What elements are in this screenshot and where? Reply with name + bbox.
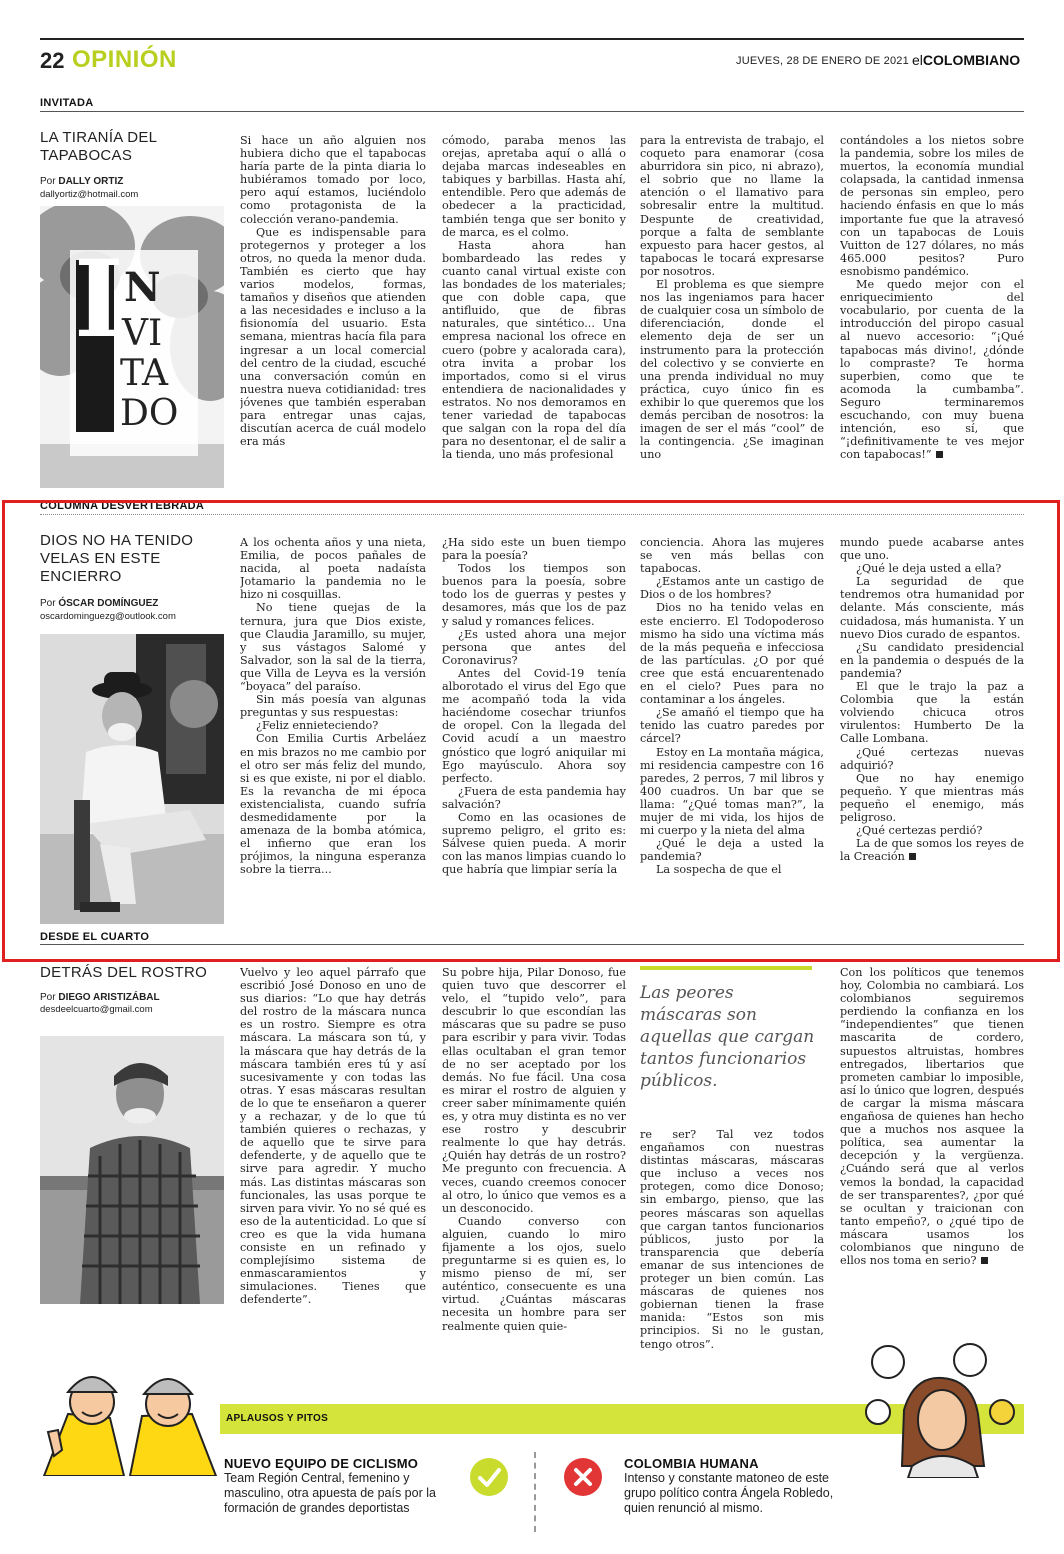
article-column (640, 134, 824, 490)
paragraph: La de que somos los reyes de la Creación (840, 837, 1024, 864)
paragraph: ¿Feliz ennieteciendo? (256, 719, 379, 733)
paragraph: mundo puede acabarse antes que uno. (840, 536, 1024, 563)
paragraph: ¿Su candidato presidencial en la pandemia o después de la pandemia? (840, 640, 1024, 680)
author-email: dallyortiz@hotmail.com (40, 189, 139, 200)
paragraph: Como en las ocasiones de supremo peligro, el grito es: Sálvese quien pueda. A morir con las manos limpias cuando lo que habría que limpiar sería la (442, 810, 626, 877)
article-title: DIOS NO HA TENIDO VELAS EN ESTE ENCIERRO (40, 532, 194, 585)
byline: Por ÓSCAR DOMÍNGUEZ (40, 598, 159, 609)
paragraph: Dios no ha tenido velas en este encierro. El Todopoderoso mismo ha sido una víctima más de la más pequeña e infecciosa de las partículas. ¿O por qué cree que está encuarentenado en el cielo? Pues para no contaminar a los ángeles. (640, 601, 824, 707)
paragraph: Estoy en La montaña mágica, mi residencia campestre con 16 paredes, 2 perros, 7 mil libros y 400 cuadros. Un bar que se llama: “¿Qué tomas man?”, la mujer de mi vida, los hijos de mi cuerpo y la nieta del alma (640, 745, 824, 838)
section-name: OPINIÓN (72, 46, 177, 73)
aplauso-title: NUEVO EQUIPO DE CICLISMO (224, 1456, 419, 1471)
paragraph: Todos los tiempos son buenos para la poesía, sobre todo los de guerras y pestes y desamores, más que los de paz y salud y romances felices. (442, 562, 626, 628)
article-title: LA TIRANÍA DEL TAPABOCAS (40, 129, 157, 164)
paragraph: ¿Es usted ahora una mejor persona que antes del Coronavirus? (442, 627, 626, 667)
section-label-invitada: INVITADA (40, 97, 94, 109)
logo-letter: VI (122, 313, 163, 354)
section-label-desde: DESDE EL CUARTO (40, 931, 150, 943)
paragraph: Que no hay enemigo pequeño. Y que mientras más pequeño el enemigo, más peligroso. (840, 771, 1024, 824)
paragraph: No tiene quejas de la ternura, jura que Dios existe, que Claudia Jaramillo, su mujer, y sus vástagos Salomé y Salvador, son la sal de la tierra, que Villa de Leyva es la versión “boyaca” del paraíso. (240, 601, 426, 694)
paragraph: ¿Qué certezas nuevas adquirió? (840, 745, 1024, 772)
check-icon (470, 1458, 508, 1496)
paragraph: Hasta ahora han bombardeado las redes y cuanto canal virtual existe con las bondades de los materiales; que con doble capa, que antifluido, que de fibras naturales, que sintético... Una empresa nacional los ofrece en cuero (pobre y acalorada cara), otra invita a probar los importados, como si el virus entendiera de nacionalidades y estratos. No nos demoramos en tener variedad de tapabocas que salgan con la ropa del día para no desentonar, el de salir a la tienda, uno más profesional (442, 238, 626, 462)
logo-letter: DO (120, 393, 179, 434)
article-column (840, 966, 1024, 1306)
pito-text: Intenso y constante matoneo de este grupo político contra Ángela Robledo, quien renunció al mismo. (624, 1471, 834, 1515)
article-column (442, 134, 626, 490)
article-column (640, 536, 824, 926)
divider (534, 1452, 536, 1532)
invitado-illustration (40, 206, 224, 488)
paragraph: ¿Qué le deja a usted la pandemia? (640, 837, 824, 864)
article-column (640, 1128, 824, 1356)
paragraph: cómodo, paraba menos las orejas, apretaba aquí o allá o dejaba marcas indeseables en tabiques y barbillas. Hasta ahí, entendible. Pero que además de obedecer a la practicidad, también tenga que ser bonito y de marca, es el colmo. (442, 134, 626, 239)
aplauso-text: Team Región Central, femenino y masculino, otra apuesta de país por la formación de grandes deportistas (224, 1471, 436, 1515)
author-photo (40, 1036, 224, 1304)
article-column (840, 536, 1024, 926)
logo-letter: N (124, 264, 161, 311)
section-label-columna: COLUMNA DESVERTEBRADA (40, 500, 205, 512)
end-of-article-mark (909, 853, 916, 860)
paragraph: El problema es que siempre nos las ingeniamos para hacer de cualquier cosa un símbolo de diferenciación, donde el elemento deja de ser un instrumento para la protección del colectivo y se convierte en una prenda individual no muy práctica, cuyo único fin es exhibir lo que queremos que los demás perciban de nosotros: la imagen de ser el más “cool” de la contingencia. ¿Se imaginan uno (640, 278, 824, 462)
paragraph: conciencia. Ahora las mujeres se ven más bellas con tapabocas. (640, 536, 824, 576)
pull-quote: Las peores máscaras son aquellas que cargan tantos funcionarios públicos. (640, 983, 815, 1091)
paragraph: ¿Ha sido este un buen tiempo para la poesía? (442, 536, 626, 563)
section-label-aplausos: APLAUSOS Y PITOS (226, 1413, 329, 1424)
paragraph: Su pobre hija, Pilar Donoso, fue quien tuvo que descorrer el velo, el “tupido velo”, para descubrir lo que escondían las máscaras que su padre se puso para escribir y para vivir. Todas ellas ocultaban el gran temor de no ser aceptado por los demás. No fue fácil. Una cosa es mirar el rostro de alguien y creer saber mínimamente quién es, y otra muy distinta es no ver ese rostro y descubrir realmente lo que hay detrás. ¿Quién hay detrás de un rostro? Me pregunto con frecuencia. A veces, cuando creemos conocer al otro, lo único que vemos es a un desconocido. (442, 966, 626, 1215)
paragraph: Si hace un año alguien nos hubiera dicho que el tapabocas haría parte de la pinta diaria lo hubiéramos tomado por loco, pero aquí estamos, luciéndolo como protagonista de la colección verano-pandemia. (240, 134, 426, 226)
pull-quote-bar (640, 966, 812, 970)
masthead-logo: elCOLOMBIANO (912, 52, 1021, 68)
pito-title: COLOMBIA HUMANA (624, 1456, 759, 1471)
paragraph: ¿Fuera de esta pandemia hay salvación? (442, 784, 626, 811)
end-of-article-mark (981, 1257, 988, 1264)
section-rule (40, 944, 1024, 945)
author-email: desdeelcuarto@gmail.com (40, 1004, 153, 1015)
section-rule (40, 111, 1024, 112)
top-rule (40, 38, 1024, 40)
byline: Por DIEGO ARISTIZÁBAL (40, 992, 160, 1003)
paragraph: A los ochenta años y una nieta, Emilia, de pocos pañales de nacida, al poeta nadaísta Jotamario la pandemia no le hizo ni cosquillas. (240, 536, 426, 602)
issue-date: JUEVES, 28 DE ENERO DE 2021 (736, 55, 909, 67)
logo-letter: TA (120, 353, 169, 394)
paragraph: para la entrevista de trabajo, el coqueto para enamorar (cosa aburridora sin pico, ni abrazo), el sobrio que no llame la atención o el llamativo para sobresalir entre la multitud. Despunte de creatividad, porque a falta de semblante expuesto para hacer gestos, al tapabocas le tocará expresarse por nosotros. (640, 134, 824, 278)
paragraph: Antes del Covid-19 tenía alborotado el virus del Ego que me acompañó toda la vida haciéndome cosechar triunfos de oropel. Con la llegada del Covid acudí a un maestro gnóstico que logró aniquilar mi Ego mayúsculo. Ahora soy perfecto. (442, 666, 626, 785)
article-column (840, 134, 1024, 490)
paragraph: contándoles a los nietos sobre la pandemia, sobre los miles de muertos, la economía mundial colapsada, la cantidad inmensa de personas sin empleo, pero haciendo énfasis en que lo más importante fue que la atravesó con un tapabocas de Louis Vuitton de 127 dólares, no más 465.000 pesitos? Puro esnobismo pandémico. (840, 134, 1024, 278)
paragraph: Sin más poesía van algunas preguntas y sus respuestas: (240, 693, 426, 720)
article-title: DETRÁS DEL ROSTRO (40, 964, 208, 981)
paragraph: ¿Estamos ante un castigo de Dios o de los hombres? (640, 575, 824, 602)
cyclists-cartoon (34, 1358, 224, 1476)
author-photo (40, 634, 224, 924)
paragraph: ¿Se amañó el tiempo que ha tenido las cuatro paredes por cárcel? (640, 706, 824, 746)
page-number: 22 (40, 48, 65, 73)
politician-caricature (862, 1340, 1024, 1478)
article-column (442, 536, 626, 926)
logo-letter: I (74, 236, 124, 361)
paragraph: Me quedo mejor con el enriquecimiento del vocabulario, por cuenta de la introducción del piropo casual al nuevo accesorio: “¡Qué tapabocas más divino!, ¿dónde lo compraste? Te horma superbien, como que te acomoda la cumbamba”. Seguro terminaremos escuchando, con muy buena intención, eso sí, que “¡definitivamente te ves mejor con tapabocas!” (840, 278, 1024, 462)
section-rule (40, 514, 1024, 515)
article-column (442, 966, 626, 1356)
paragraph: Con Emilia Curtis Arbeláez en mis brazos no me cambio por el otro ser más feliz del mundo, si es que existe, ni por el diablo. Es la revancha de mi época existencialista, cuando sufría desmedidamente por la amenaza de la bomba atómica, el infierno que eran los prójimos, la ninguna esperanza sobre la tierra... (240, 732, 426, 877)
end-of-article-mark (936, 451, 943, 458)
paragraph: re ser? Tal vez todos engañamos con nuestras distintas máscaras, máscaras que incluso a veces nos protegen, como dice Donoso; sin embargo, pienso, que las peores máscaras son aquellas que cargan tantos funcionarios públicos, justo por la transparencia que debería emanar de sus intenciones de proteger un bien común. Las máscaras de quienes nos gobiernan tienen la frase manida: “Estos son mis principios. Si no le gustan, tengo otros”. (640, 1128, 824, 1351)
paragraph: El que le trajo la paz a Colombia que la están volviendo chicuca otros virulentos: Humberto De la Calle Lombana. (840, 680, 1024, 746)
x-icon (564, 1458, 602, 1496)
byline: Por DALLY ORTIZ (40, 176, 124, 187)
paragraph: ¿Qué certezas perdió? (856, 824, 983, 838)
article-column (240, 966, 426, 1356)
paragraph: Vuelvo y leo aquel párrafo que escribió José Donoso en uno de sus diarios: “Lo que hay detrás del rostro de la máscara nunca es un rostro. Siempre es otra máscara. La máscara son tú, y la máscara que hay detrás de la máscara también eres tú y así sucesivamente y con todas las otras. Y esas máscaras resultan de lo que te enseñaron a querer y a rechazar, y de lo que tú también quieres o rechazas, y de aquello que te sirve para defenderte, y de aquello que te sirve para agredir. Y mucho más. Las distintas máscaras son funcionales, las usas porque te sirven para vivir. Yo no sé qué es eso de la autenticidad. Lo que sí creo es que la vida humana consiste en un refinado y complejísimo sistema de enmascaramientos y simulaciones. Tienes que defenderte”. (240, 966, 426, 1307)
paragraph: Con los políticos que tenemos hoy, Colombia no cambiará. Los colombianos seguiremos perdiendo la confianza en los “independientes” que tienen mascarita de cordero, supuestos altruistas, hombres entregados, libertarios que prometen cambiar lo imposible, así lo único que logren, después de cargar la misma máscara engañosa de quienes han hecho que a muchos nos asquee la política, sea aumentar la decepción y la vergüenza. ¿Cuándo será que al verlos vemos la bondad, la capacidad de ser transparentes?, ¿por qué se ocultan y traicionan con tanto empeño?, o ¿qué tipo de máscara usamos los colombianos que ninguno de ellos nos toma en serio? (840, 966, 1024, 1268)
article-column (240, 134, 426, 490)
paragraph: La seguridad de que tendremos otra humanidad por delante. Más consciente, más cuidadosa, más humanista. Y un nuevo Dios curado de espantos. (840, 575, 1024, 641)
author-email: oscardominguezg@outlook.com (40, 611, 176, 622)
paragraph: Que es indispensable para protegernos y proteger a los otros, no queda la menor duda. También es cierto que hay varios modelos, formas, tamaños y diseños que atienden a las necesidades e incluso a la fisionomía del usuario. Esta semana, mientras hacía fila para ingresar a un local comercial del centro de la ciudad, escuché una conversación común en nuestra nueva cotidianidad: tres jóvenes que también esperaban para entregar unas cajas, discutían acerca de cuál modelo era más (240, 225, 426, 449)
paragraph: La sospecha de que el (656, 863, 782, 877)
article-column (240, 536, 426, 926)
paragraph: ¿Qué le deja usted a ella? (856, 562, 1002, 576)
paragraph: Cuando converso con alguien, cuando lo miro fijamente a los ojos, suelo preguntarme si es quien es, lo mismo pienso de mí, ser auténtico, consecuente es una virtud. ¿Cuántas máscaras necesita un hombre para ser realmente quien quie- (442, 1214, 626, 1333)
